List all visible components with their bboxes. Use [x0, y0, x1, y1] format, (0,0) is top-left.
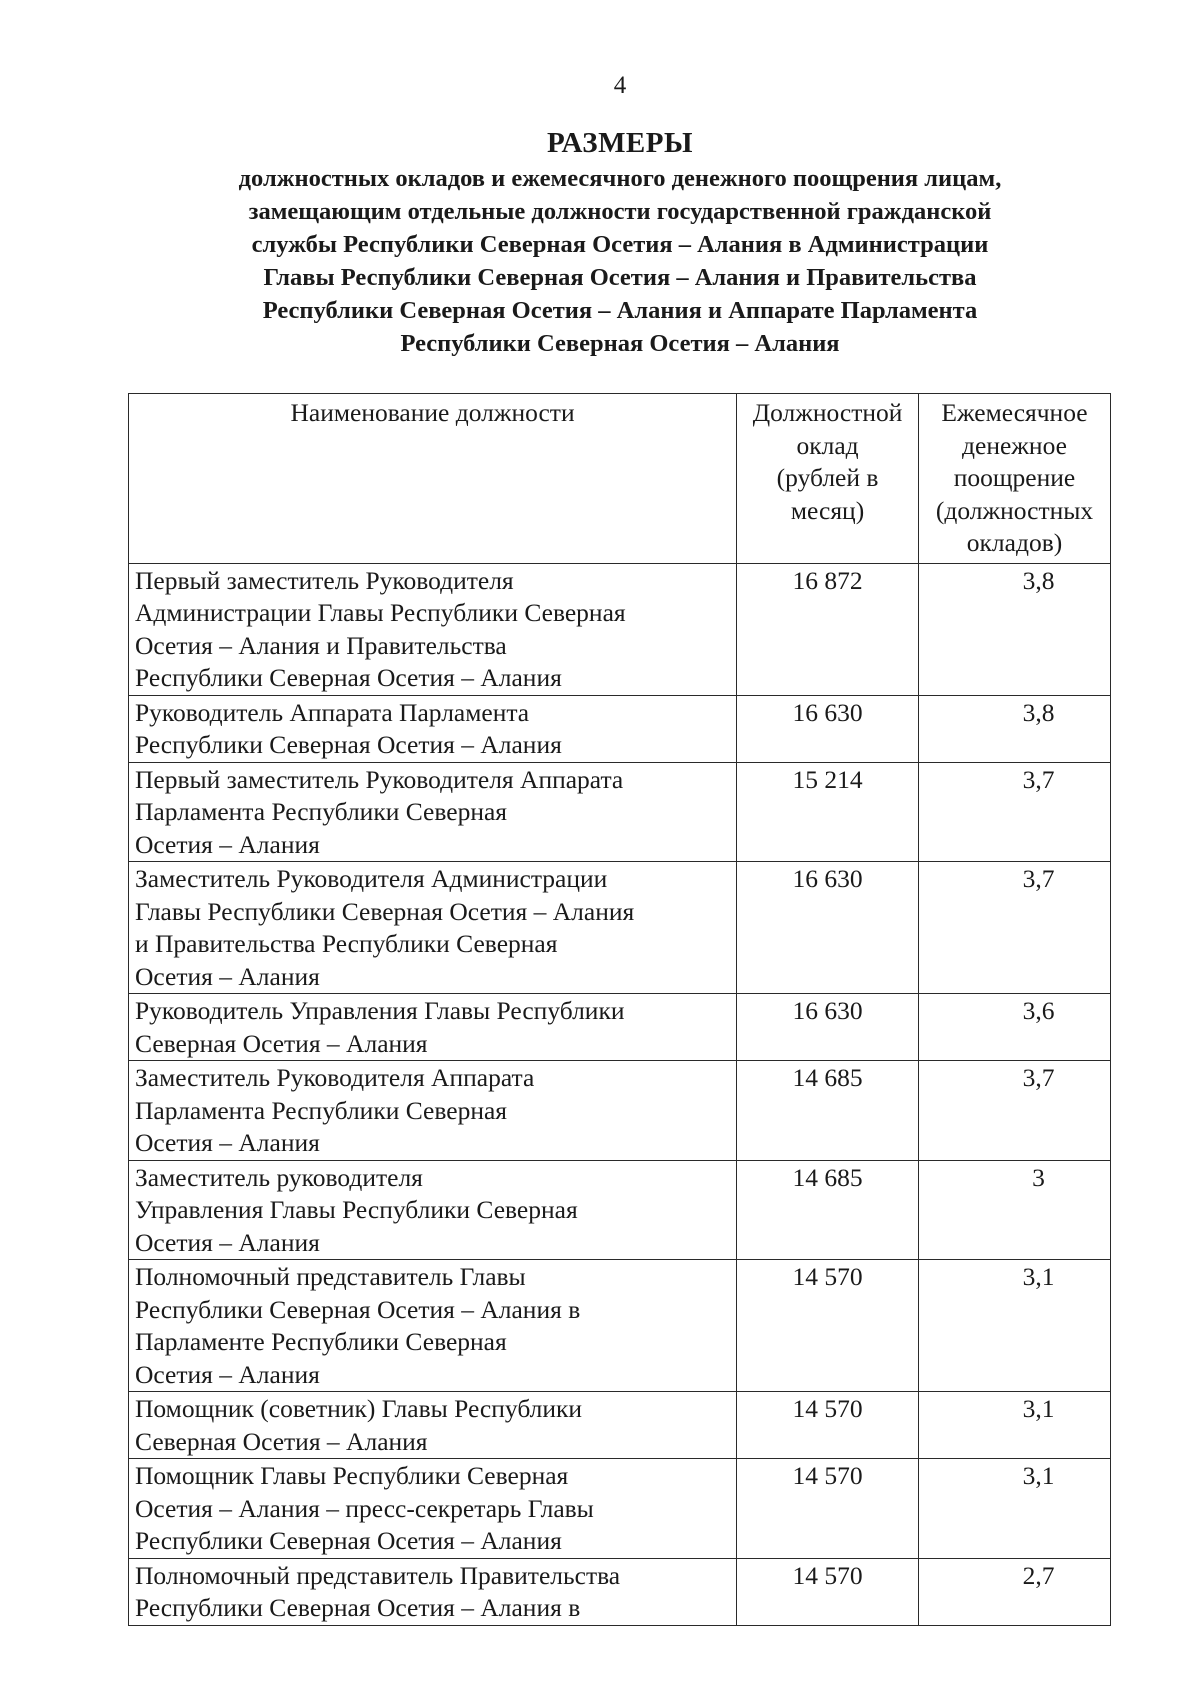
position-name-line: Заместитель Руководителя Аппарата — [135, 1063, 535, 1092]
header-row — [129, 394, 1111, 564]
position-name-line: Главы Республики Северная Осетия – Алания — [135, 896, 635, 926]
position-name-line: Осетия – Алания – пресс-секретарь Главы — [135, 1493, 594, 1523]
position-name-cell — [129, 994, 737, 1061]
position-name-line: Парламенте Республики Северная — [135, 1327, 507, 1356]
bonus-value: 3,6 — [1022, 996, 1055, 1025]
header-line: оклад — [796, 430, 859, 460]
position-name-line: и Правительства Республики Северная — [135, 929, 558, 958]
header-position-name — [129, 394, 737, 564]
bonus-cell — [919, 862, 1111, 994]
bonus-cell — [919, 994, 1111, 1061]
position-name-cell — [129, 563, 737, 695]
position-name-line: Управления Главы Республики Северная — [135, 1195, 578, 1224]
position-name-line: Республики Северная Осетия – Алания в — [135, 1294, 581, 1324]
position-name-line: Осетия – Алания — [135, 1359, 320, 1389]
bonus-cell — [919, 1160, 1111, 1260]
bonus-cell — [919, 1061, 1111, 1161]
salary-cell: 16 630 — [737, 994, 919, 1061]
header-line: месяц) — [790, 495, 865, 525]
header-line: поощрение — [953, 463, 1076, 492]
title-main: РАЗМЕРЫ — [547, 127, 693, 159]
position-name-line: Парламента Республики Северная — [135, 1095, 508, 1125]
position-name-line: Северная Осетия – Алания — [135, 1028, 428, 1058]
bonus-cell — [919, 1260, 1111, 1392]
position-name-cell — [129, 695, 737, 762]
table-body — [129, 563, 1111, 1625]
position-name-line: Осетия – Алания и Правительства — [135, 630, 507, 660]
position-name-line: Осетия – Алания — [135, 1227, 320, 1257]
position-name-line: Республики Северная Осетия – Алания — [135, 730, 562, 759]
table-row — [129, 1260, 1111, 1392]
bonus-cell — [919, 695, 1111, 762]
page-number: 4 — [613, 72, 627, 99]
position-name-line: Руководитель Аппарата Парламента — [135, 697, 530, 727]
position-name-line: Первый заместитель Руководителя Аппарата — [135, 764, 624, 794]
header-bonus — [919, 394, 1111, 564]
position-name-line: Республики Северная Осетия – Алания — [135, 663, 562, 692]
salary-cell: 15 214 — [737, 762, 919, 862]
bonus-value: 3,1 — [1022, 1262, 1055, 1291]
header-line: Ежемесячное — [941, 398, 1088, 427]
position-name-line: Осетия – Алания — [135, 1128, 320, 1157]
position-name-line: Полномочный представитель Главы — [135, 1262, 526, 1291]
bonus-value: 3 — [1032, 1162, 1045, 1192]
bonus-value: 3,1 — [1022, 1394, 1055, 1423]
header-line: (должностных — [935, 495, 1094, 525]
salary-cell: 14 570 — [737, 1260, 919, 1392]
position-name-line: Заместитель Руководителя Администрации — [135, 864, 608, 893]
position-name-cell — [129, 762, 737, 862]
table-row — [129, 1558, 1111, 1625]
position-name-cell — [129, 1392, 737, 1459]
salary-cell: 14 570 — [737, 1392, 919, 1459]
position-name-line: Руководитель Управления Главы Республики — [135, 996, 625, 1025]
position-name-line: Полномочный представитель Правительства — [135, 1560, 621, 1590]
salary-cell: 16 872 — [737, 563, 919, 695]
bonus-cell — [919, 1459, 1111, 1559]
table-row — [129, 1459, 1111, 1559]
table-row — [129, 762, 1111, 862]
table-row — [129, 1160, 1111, 1260]
salary-cell: 14 570 — [737, 1558, 919, 1625]
header-line: (рублей в — [776, 463, 879, 492]
bonus-value: 3,7 — [1022, 1063, 1055, 1092]
position-name-cell — [129, 862, 737, 994]
title-line: Республики Северная Осетия – Алания — [400, 330, 840, 357]
position-name-line: Северная Осетия – Алания — [135, 1426, 428, 1456]
position-name-cell — [129, 1558, 737, 1625]
position-name-cell — [129, 1160, 737, 1260]
bonus-value: 3,7 — [1022, 864, 1055, 893]
document-title — [140, 124, 1100, 360]
salary-cell: 14 570 — [737, 1459, 919, 1559]
table-row — [129, 1392, 1111, 1459]
salary-cell: 16 630 — [737, 862, 919, 994]
position-name-line: Помощник Главы Республики Северная — [135, 1461, 569, 1490]
header-line: Должностной — [752, 398, 903, 427]
position-name-line: Заместитель руководителя — [135, 1162, 423, 1192]
title-line: замещающим отдельные должности государственной гражданской — [248, 198, 992, 225]
position-name-cell — [129, 1459, 737, 1559]
header-salary — [737, 394, 919, 564]
title-line: Главы Республики Северная Осетия – Алания и Правительства — [263, 264, 977, 291]
position-name-line: Республики Северная Осетия – Алания — [135, 1526, 562, 1555]
header-line: окладов) — [966, 528, 1063, 557]
position-name-cell — [129, 1061, 737, 1161]
position-name-line: Республики Северная Осетия – Алания в — [135, 1593, 581, 1622]
position-name-line: Первый заместитель Руководителя — [135, 565, 514, 595]
bonus-value: 3,8 — [1022, 697, 1055, 727]
bonus-cell — [919, 1558, 1111, 1625]
table-row — [129, 695, 1111, 762]
table-row — [129, 1061, 1111, 1161]
table-header — [129, 394, 1111, 564]
position-name-line: Парламента Республики Северная — [135, 797, 508, 826]
bonus-cell — [919, 762, 1111, 862]
table-row — [129, 563, 1111, 695]
bonus-cell — [919, 563, 1111, 695]
position-name-line: Помощник (советник) Главы Республики — [135, 1394, 583, 1423]
header-line: Наименование должности — [290, 398, 575, 427]
table-row — [129, 862, 1111, 994]
position-name-cell — [129, 1260, 737, 1392]
header-line: денежное — [962, 430, 1067, 460]
bonus-cell — [919, 1392, 1111, 1459]
table-row — [129, 994, 1111, 1061]
salary-cell: 16 630 — [737, 695, 919, 762]
position-name-line: Администрации Главы Республики Северная — [135, 598, 626, 627]
position-name-line: Осетия – Алания — [135, 829, 320, 859]
title-line: службы Республики Северная Осетия – Алания в Администрации — [251, 231, 989, 258]
salary-table — [128, 393, 1111, 1626]
title-line: должностных окладов и ежемесячного денежного поощрения лицам, — [238, 165, 1002, 192]
bonus-value: 3,1 — [1022, 1461, 1055, 1490]
title-line: Республики Северная Осетия – Алания и Аппарате Парламента — [262, 297, 978, 324]
bonus-value: 3,7 — [1022, 764, 1055, 794]
bonus-value: 2,7 — [1022, 1560, 1055, 1590]
salary-cell: 14 685 — [737, 1061, 919, 1161]
position-name-line: Осетия – Алания — [135, 961, 320, 991]
bonus-value: 3,8 — [1022, 565, 1055, 595]
salary-cell: 14 685 — [737, 1160, 919, 1260]
